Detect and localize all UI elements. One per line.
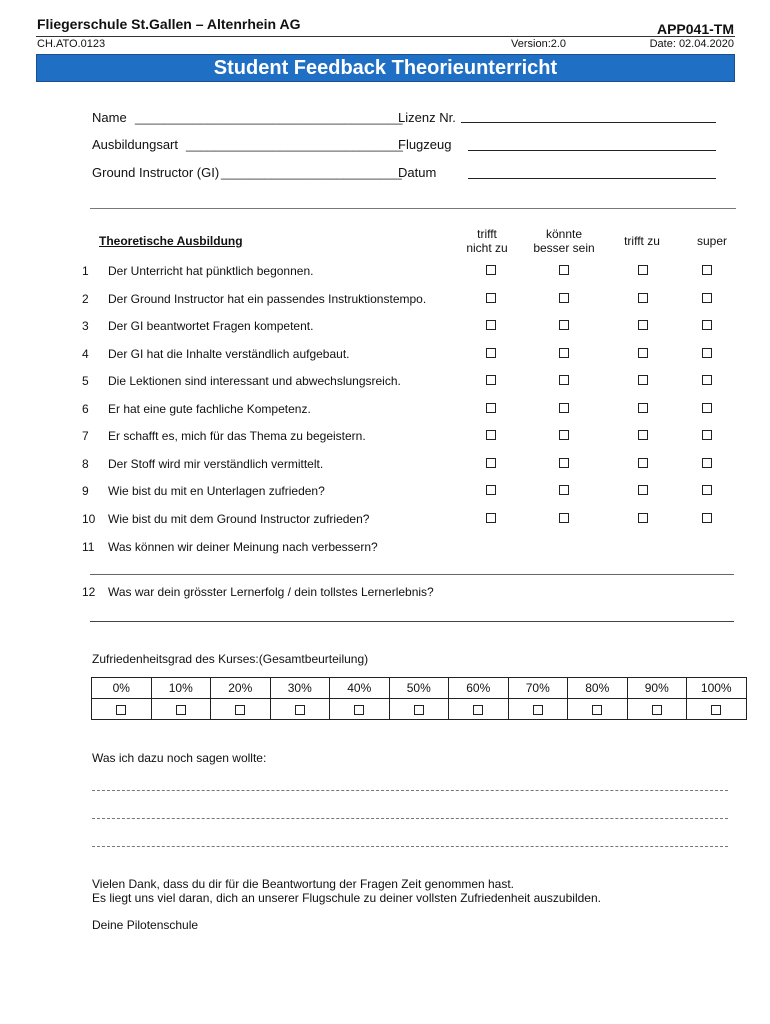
q11-text: Was können wir deiner Meinung nach verbessern? [108,540,378,554]
rating-checkbox-q3-col2[interactable] [559,320,569,330]
question-number: 4 [82,346,89,361]
satisfaction-checkbox-row [92,699,747,720]
rating-checkbox-q6-col2[interactable] [559,403,569,413]
rating-checkbox-q8-col4[interactable] [702,458,712,468]
rating-checkbox-q8-col1[interactable] [486,458,496,468]
satisfaction-option-cell [687,699,747,720]
rating-checkbox-q4-col2[interactable] [559,348,569,358]
satisfaction-labels-row [92,678,747,699]
ato-number: CH.ATO.0123 [37,38,106,50]
rating-checkbox-q10-col4[interactable] [702,513,712,523]
satisfaction-option-label: 70% [508,678,568,699]
satisfaction-option-cell [389,699,449,720]
question-text: Der Ground Instructor hat ein passendes Instruktionstempo. [108,291,427,306]
satisfaction-checkbox[interactable] [533,705,543,715]
rating-checkbox-q10-col2[interactable] [559,513,569,523]
satisfaction-option-label: 90% [627,678,687,699]
rating-checkbox-q3-col4[interactable] [702,320,712,330]
satisfaction-option-cell [92,699,152,720]
rating-checkbox-q9-col1[interactable] [486,485,496,495]
closing-line-2: Es liegt uns viel daran, dich an unserer Flugschule zu deiner vollsten Zufriedenheit auszubilden. [92,891,601,905]
lizenz-field[interactable] [461,122,716,123]
closing-signature: Deine Pilotenschule [92,918,199,932]
col2-line2: besser sein [533,241,595,255]
satisfaction-checkbox[interactable] [711,705,721,715]
satisfaction-option-label: 0% [92,678,152,699]
satisfaction-checkbox[interactable] [414,705,424,715]
header-rule [36,36,735,37]
comment-line-1[interactable] [92,790,728,791]
satisfaction-option-cell [270,699,330,720]
name-label: Name [92,110,127,125]
rating-checkbox-q10-col1[interactable] [486,513,496,523]
question-number: 2 [82,291,89,306]
rating-checkbox-q6-col1[interactable] [486,403,496,413]
rating-checkbox-q5-col3[interactable] [638,375,648,385]
rating-checkbox-q1-col2[interactable] [559,265,569,275]
question-number: 3 [82,319,89,333]
rating-checkbox-q3-col1[interactable] [486,320,496,330]
satisfaction-option-label: 40% [330,678,390,699]
datum-field[interactable] [468,178,716,179]
rating-checkbox-q8-col3[interactable] [638,458,648,468]
rating-checkbox-q1-col1[interactable] [486,265,496,275]
satisfaction-option-cell [508,699,568,720]
rating-checkbox-q2-col1[interactable] [486,293,496,303]
rating-checkbox-q9-col4[interactable] [702,485,712,495]
rating-checkbox-q5-col2[interactable] [559,375,569,385]
question-text: Der GI beantwortet Fragen kompetent. [108,319,314,333]
satisfaction-option-cell [627,699,687,720]
comment-line-3[interactable] [92,846,728,847]
rating-checkbox-q4-col1[interactable] [486,348,496,358]
satisfaction-option-label: 100% [687,678,747,699]
question-text: Wie bist du mit en Unterlagen zufrieden? [108,484,325,498]
satisfaction-option-cell [449,699,509,720]
question-number: 8 [82,456,89,471]
rating-checkbox-q4-col4[interactable] [702,348,712,358]
satisfaction-label: Zufriedenheitsgrad des Kurses:(Gesamtbeurteilung) [92,652,369,666]
rating-checkbox-q10-col3[interactable] [638,513,648,523]
satisfaction-option-label: 20% [211,678,271,699]
rating-checkbox-q6-col3[interactable] [638,403,648,413]
satisfaction-option-label: 30% [270,678,330,699]
gi-field[interactable]: _________________________ [221,165,402,180]
satisfaction-option-cell [330,699,390,720]
question-number: 10 [82,511,96,526]
rating-checkbox-q9-col2[interactable] [559,485,569,495]
name-field[interactable]: _____________________________________ [135,110,403,125]
col2-line1: könnte [545,227,583,241]
question-text: Er hat eine gute fachliche Kompetenz. [108,401,311,416]
question-text: Der Unterricht hat pünktlich begonnen. [108,264,314,278]
rating-checkbox-q4-col3[interactable] [638,348,648,358]
rating-checkbox-q9-col3[interactable] [638,485,648,495]
satisfaction-checkbox[interactable] [176,705,186,715]
question-number: 9 [82,484,89,498]
satisfaction-checkbox[interactable] [235,705,245,715]
flugzeug-field[interactable] [468,150,716,151]
rating-checkbox-q5-col4[interactable] [702,375,712,385]
rating-checkbox-q7-col1[interactable] [486,430,496,440]
satisfaction-option-label: 10% [151,678,211,699]
rating-checkbox-q7-col4[interactable] [702,430,712,440]
section-divider [90,208,736,209]
question-text: Der GI hat die Inhalte verständlich aufgebaut. [108,346,350,361]
satisfaction-option-cell [211,699,271,720]
flugzeug-label: Flugzeug [398,137,452,152]
question-text: Die Lektionen sind interessant und abwechslungsreich. [108,374,401,388]
ausbildungsart-label: Ausbildungsart [92,137,178,152]
comment-line-2[interactable] [92,818,728,819]
question-text: Wie bist du mit dem Ground Instructor zufrieden? [108,511,370,526]
section-heading: Theoretische Ausbildung [99,234,243,248]
satisfaction-checkbox[interactable] [473,705,483,715]
rating-checkbox-q7-col2[interactable] [559,430,569,440]
question-number: 7 [82,429,89,443]
ausbildungsart-field[interactable]: ______________________________ [186,137,403,152]
q12-number: 12 [82,585,96,599]
rating-checkbox-q8-col2[interactable] [559,458,569,468]
lizenz-label: Lizenz Nr. [398,110,456,125]
rating-checkbox-q2-col4[interactable] [702,293,712,303]
version: Version:2.0 [511,38,567,50]
title-banner [36,54,735,82]
rating-checkbox-q1-col3[interactable] [638,265,648,275]
col-header-koennte-besser-sein [524,227,604,255]
col-header-super: super [696,234,728,248]
satisfaction-option-label: 50% [389,678,449,699]
rating-checkbox-q5-col1[interactable] [486,375,496,385]
satisfaction-option-label: 60% [449,678,509,699]
rating-checkbox-q2-col2[interactable] [559,293,569,303]
q12-text: Was war dein grösster Lernerfolg / dein tollstes Lernerlebnis? [108,585,434,599]
rating-checkbox-q2-col3[interactable] [638,293,648,303]
satisfaction-table [91,677,747,720]
page-title: Student Feedback Theorieunterricht [213,57,558,79]
question-text: Er schafft es, mich für das Thema zu begeistern. [108,429,366,443]
comment-label: Was ich dazu noch sagen wollte: [92,751,267,765]
satisfaction-checkbox[interactable] [354,705,364,715]
school-name: Fliegerschule St.Gallen – Altenrhein AG [37,16,301,32]
satisfaction-option-cell [568,699,628,720]
satisfaction-checkbox[interactable] [592,705,602,715]
datum-label: Datum [398,165,437,180]
rating-checkbox-q6-col4[interactable] [702,403,712,413]
satisfaction-option-cell [151,699,211,720]
rating-checkbox-q1-col4[interactable] [702,265,712,275]
gi-label: Ground Instructor (GI) [92,165,220,180]
satisfaction-checkbox[interactable] [652,705,662,715]
satisfaction-option-label: 80% [568,678,628,699]
question-text: Der Stoff wird mir verständlich vermittelt. [108,456,324,471]
q12-answer-line[interactable] [90,621,734,622]
col1-line1: trifft [477,227,497,241]
col-header-trifft-nicht-zu [457,227,517,255]
col1-line2: nicht zu [466,241,508,255]
rating-checkbox-q7-col3[interactable] [638,430,648,440]
closing-line-1: Vielen Dank, dass du dir für die Beantwortung der Fragen Zeit genommen hast. [92,877,515,891]
satisfaction-checkbox[interactable] [116,705,126,715]
date: Date: 02.04.2020 [649,38,734,50]
question-number: 1 [82,264,89,278]
rating-checkbox-q3-col3[interactable] [638,320,648,330]
col-header-trifft-zu: trifft zu [624,234,660,248]
question-number: 5 [82,374,89,388]
document-id: APP041-TM [656,21,734,37]
q11-answer-line[interactable] [90,574,734,575]
satisfaction-checkbox[interactable] [295,705,305,715]
question-number: 6 [82,401,89,416]
q11-number: 11 [82,540,95,554]
